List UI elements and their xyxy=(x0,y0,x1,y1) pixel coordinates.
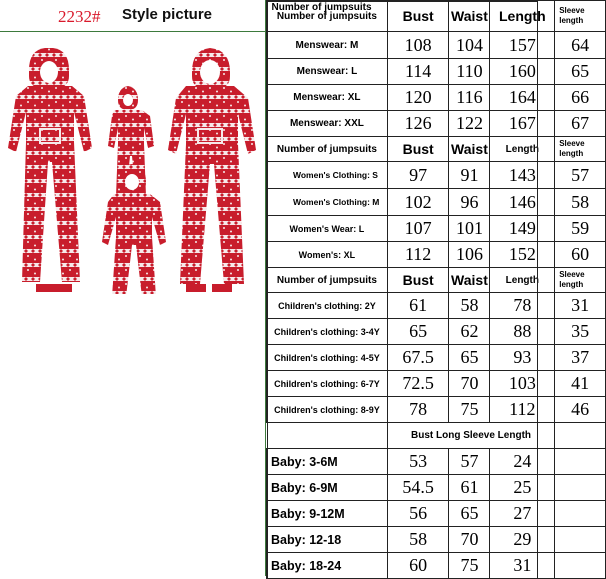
sleeve-value: 67 xyxy=(555,111,606,137)
bust-value: 54.5 xyxy=(387,475,449,501)
style-picture-panel xyxy=(0,0,265,576)
waist-value: 62 xyxy=(449,319,490,345)
sleeve-value: 57 xyxy=(555,162,606,189)
size-label: Menswear: L xyxy=(267,59,388,85)
length-value: 103 xyxy=(490,371,555,397)
sleeve-value: 66 xyxy=(555,85,606,111)
bust-value: 108 xyxy=(387,32,449,59)
size-label: Women's Wear: L xyxy=(267,216,388,242)
col-header-length: Length xyxy=(490,268,555,293)
length-value: 29 xyxy=(490,527,555,553)
length-value: 160 xyxy=(490,59,555,85)
waist-value: 75 xyxy=(449,397,490,423)
size-label: Children's clothing: 2Y xyxy=(267,293,388,319)
waist-value: 58 xyxy=(449,293,490,319)
size-label: Menswear: XL xyxy=(267,85,388,111)
length-value: 143 xyxy=(490,162,555,189)
length-value: 146 xyxy=(490,189,555,216)
bust-value: 56 xyxy=(387,501,449,527)
size-label: Baby: 18-24 xyxy=(267,553,388,579)
length-value: 152 xyxy=(490,242,555,268)
length-value: 27 xyxy=(490,501,555,527)
bust-value: 97 xyxy=(387,162,449,189)
product-photo xyxy=(0,34,265,294)
col-header-sleeve: Sleeve length xyxy=(555,268,606,293)
size-label: Women's Clothing: M xyxy=(267,189,388,216)
waist-value: 75 xyxy=(449,553,490,579)
length-value: 24 xyxy=(490,449,555,475)
size-chart-table xyxy=(266,0,606,579)
empty-cell xyxy=(555,449,606,475)
bust-value: 72.5 xyxy=(387,371,449,397)
waist-value: 65 xyxy=(449,345,490,371)
length-value: 149 xyxy=(490,216,555,242)
bust-value: 58 xyxy=(387,527,449,553)
sleeve-value: 58 xyxy=(555,189,606,216)
length-value: 157 xyxy=(490,32,555,59)
sleeve-value: 46 xyxy=(555,397,606,423)
waist-value: 70 xyxy=(449,371,490,397)
col-header-bust: Bust xyxy=(387,137,449,162)
bust-value: 114 xyxy=(387,59,449,85)
bust-value: 67.5 xyxy=(387,345,449,371)
bust-value: 107 xyxy=(387,216,449,242)
bust-value: 126 xyxy=(387,111,449,137)
waist-value: 104 xyxy=(449,32,490,59)
sleeve-value: 60 xyxy=(555,242,606,268)
col-header-waist: Waist xyxy=(449,137,490,162)
length-value: 167 xyxy=(490,111,555,137)
col-header-waist: Waist xyxy=(449,1,490,32)
waist-value: 101 xyxy=(449,216,490,242)
length-value: 112 xyxy=(490,397,555,423)
sleeve-value: 37 xyxy=(555,345,606,371)
empty-cell xyxy=(555,475,606,501)
col-header-waist: Waist xyxy=(449,268,490,293)
length-value: 164 xyxy=(490,85,555,111)
size-label: Children's clothing: 4-5Y xyxy=(267,345,388,371)
size-label: Baby: 12-18 xyxy=(267,527,388,553)
divider xyxy=(0,31,265,32)
size-label: Children's clothing: 3-4Y xyxy=(267,319,388,345)
col-header-sleeve: Sleeve length xyxy=(555,137,606,162)
col-header-length: Length xyxy=(490,137,555,162)
length-value: 88 xyxy=(490,319,555,345)
waist-value: 57 xyxy=(449,449,490,475)
jumpsuit-child xyxy=(102,164,166,294)
length-value: 93 xyxy=(490,345,555,371)
bust-value: 102 xyxy=(387,189,449,216)
waist-value: 106 xyxy=(449,242,490,268)
size-label: Children's clothing: 8-9Y xyxy=(267,397,388,423)
bust-value: 112 xyxy=(387,242,449,268)
sleeve-value: 65 xyxy=(555,59,606,85)
size-label: Women's Clothing: S xyxy=(267,162,388,189)
col-header-jumpsuits: Number of jumpsuits xyxy=(267,137,388,162)
sleeve-value: 31 xyxy=(555,293,606,319)
size-label: Menswear: XXL xyxy=(267,111,388,137)
length-value: 25 xyxy=(490,475,555,501)
bust-value: 60 xyxy=(387,553,449,579)
size-label: Women's: XL xyxy=(267,242,388,268)
style-id: 2232# xyxy=(58,7,101,26)
waist-value: 70 xyxy=(449,527,490,553)
waist-value: 65 xyxy=(449,501,490,527)
waist-value: 61 xyxy=(449,475,490,501)
waist-value: 116 xyxy=(449,85,490,111)
empty-cell xyxy=(555,501,606,527)
col-header-length: Length xyxy=(490,1,555,32)
length-value: 78 xyxy=(490,293,555,319)
jumpsuit-adult-right xyxy=(168,48,256,292)
size-label: Menswear: M xyxy=(267,32,388,59)
waist-value: 110 xyxy=(449,59,490,85)
bust-value: 78 xyxy=(387,397,449,423)
empty-cell xyxy=(555,553,606,579)
col-header-jumpsuits: Number of jumpsuits xyxy=(267,1,388,32)
col-header-jumpsuits: Number of jumpsuits xyxy=(267,268,388,293)
sleeve-value: 59 xyxy=(555,216,606,242)
col-header-jumpsuits: Number of jumpsuits xyxy=(267,1,538,579)
waist-value: 96 xyxy=(449,189,490,216)
section-header-row xyxy=(267,423,606,449)
bust-value: 53 xyxy=(387,449,449,475)
bust-value: 120 xyxy=(387,85,449,111)
style-title: Style picture xyxy=(122,6,213,23)
col-header-bust-long-sleeve-length: Bust Long Sleeve Length xyxy=(387,423,554,449)
sleeve-value: 64 xyxy=(555,32,606,59)
bust-value: 65 xyxy=(387,319,449,345)
sleeve-value: 35 xyxy=(555,319,606,345)
length-value: 31 xyxy=(490,553,555,579)
empty-cell xyxy=(555,527,606,553)
bust-value: 61 xyxy=(387,293,449,319)
size-label: Children's clothing: 6-7Y xyxy=(267,371,388,397)
empty-header-cell xyxy=(555,423,606,449)
size-label: Baby: 9-12M xyxy=(267,501,388,527)
jumpsuit-adult-left xyxy=(8,48,92,292)
waist-value: 91 xyxy=(449,162,490,189)
sleeve-value: 41 xyxy=(555,371,606,397)
waist-value: 122 xyxy=(449,111,490,137)
col-header-bust: Bust xyxy=(387,268,449,293)
col-header-sleeve: Sleeve length xyxy=(555,1,606,32)
col-header-bust: Bust xyxy=(387,1,449,32)
size-label: Baby: 3-6M xyxy=(267,449,388,475)
size-label: Baby: 6-9M xyxy=(267,475,388,501)
